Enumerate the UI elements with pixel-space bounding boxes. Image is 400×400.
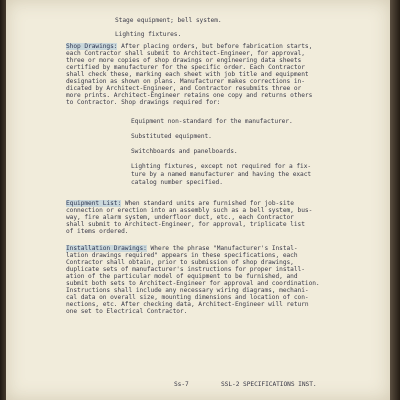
equipment-line: connection or erection into an assembly such as a bell system, bus- [66,207,313,214]
installation-line: nections, etc. After checking data, Architect-Engineer will return [66,301,309,308]
equipment-list-first-line: When standard units are furnished for job-site [124,200,294,207]
installation-line: one set to Electrical Contractor. [66,308,188,315]
shop-line: dicated by Architect-Engineer, and Contractor resubmits three or [66,85,302,92]
shop-line: certified by manufacturer for the specific order. Each Contractor [66,64,305,71]
shop-line: shall check these, marking each sheet with job title and equipment [66,71,309,78]
equipment-line: way, fire alarm system, underfloor duct, etc., each Contractor [66,214,294,221]
required-item: ture by a named manufacturer and having the exact [131,171,312,178]
installation-line: Contractor shall obtain, prior to submission of shop drawings, [66,259,294,266]
equipment-list-heading: Equipment List: [66,200,122,207]
shop-line: each Contractor shall submit to Architect-Engineer, for approval, [66,50,305,57]
shop-line: three or more copies of shop drawings or engineering data sheets [66,57,302,64]
equipment-line: of items ordered. [66,228,129,235]
required-item: Equipment non-standard for the manufacturer. [131,118,293,125]
installation-line: ation of the particular model of equipment to be furnished, and [66,273,298,280]
required-item: Lighting fixtures, except not required for a fix- [131,163,312,170]
required-item: Substituted equipment. [131,133,212,140]
lighting-fixtures-line: Lighting fixtures. [115,31,182,38]
equipment-line: shall submit to Architect-Engineer, for approval, triplicate list [66,221,305,228]
shop-line: designation as shown on plans. Manufacturer makes corrections in- [66,78,305,85]
installation-first-line: Where the phrase "Manufacturer's Instal- [150,245,298,252]
required-item: catalog number specified. [131,179,223,186]
stage-equipment-line: Stage equipment; bell system. [115,17,222,24]
installation-line: submit both sets to Architect-Engineer for approval and coordination. [66,280,320,287]
page-number: Ss-7 [174,381,189,388]
page-edge [390,0,400,400]
footer-title: SSL-2 SPECIFICATIONS INST. [221,381,317,388]
shop-line: to Contractor. Shop drawings required for: [66,99,221,106]
required-item: Switchboards and panelboards. [131,148,238,155]
shop-drawings-heading: Shop Drawings: [66,43,118,50]
installation-line: duplicate sets of manufacturer's instructions for proper install- [66,266,305,273]
installation-line: lation drawings required" appears in these specifications, each [66,252,298,259]
shop-drawings-first-line: After placing orders, but before fabrication starts, [121,43,313,50]
installation-line: cal data on overall size, mounting dimensions and location of con- [66,294,309,301]
installation-line: Instructions shall include any necessary wiring diagrams, mechani- [66,287,309,294]
shop-line: more prints. Architect-Engineer retains one copy and returns others [66,92,313,99]
installation-drawings-heading: Installation Drawings: [66,245,147,252]
